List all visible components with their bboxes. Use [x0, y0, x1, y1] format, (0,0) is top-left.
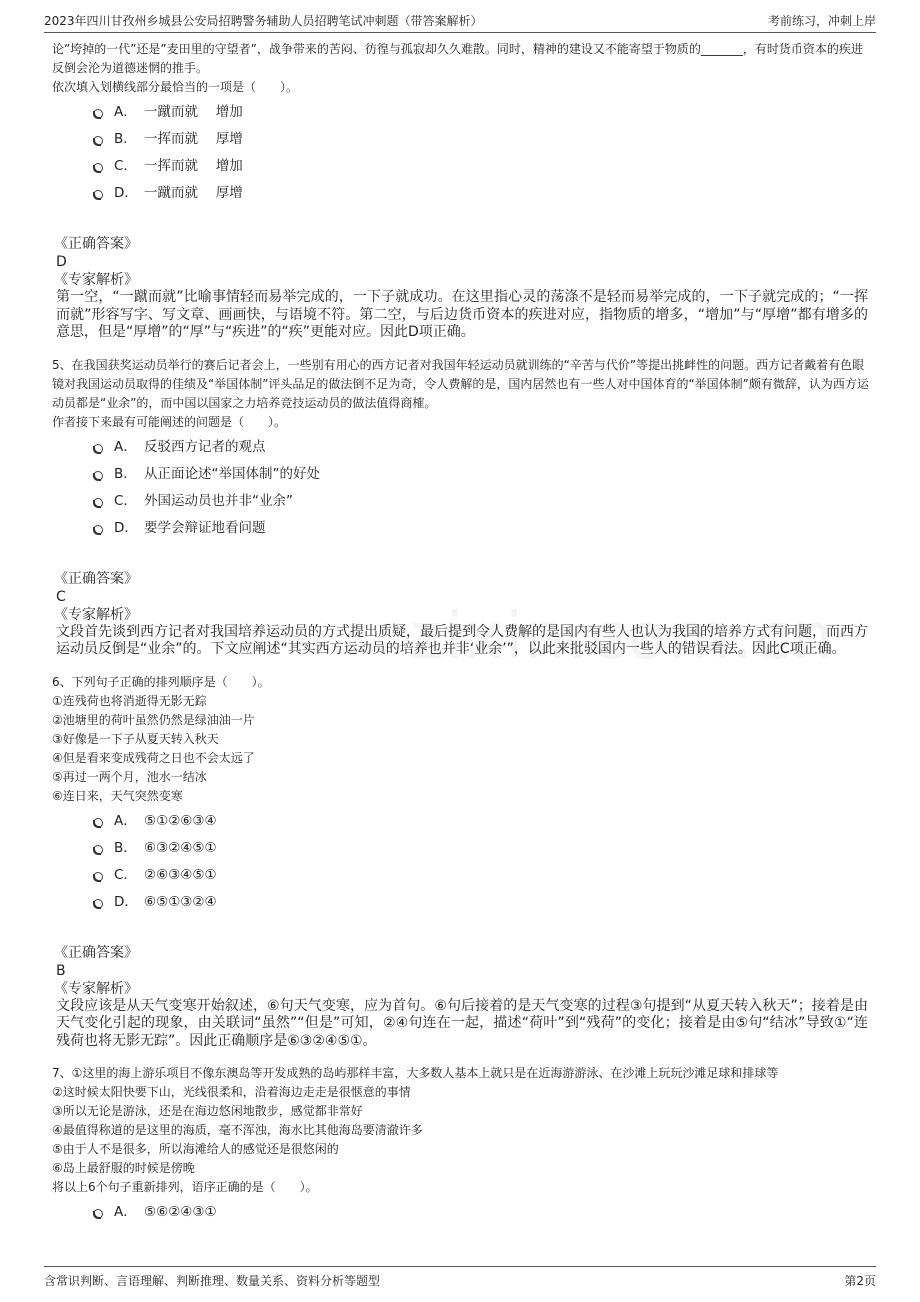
options-list — [52, 434, 872, 542]
analysis-text: 第一空，“一蹴而就”比喻事情轻而易举完成的，一下子就成功。在这里指心灵的荡涤不是轻而易举完成的，一下子就完成的；“一挥而就”形容写字、写文章、画画快，与语境不符。第二空，与后边货币资本的疾进对应，指物质的增多，“增加”与“厚增”都有增多的意思，但是“厚增”的“厚”与“疾进”的“疾”更能对应。因此D项正确。 — [56, 289, 868, 340]
analysis-label: 《专家解析》 — [54, 272, 138, 288]
options-list — [52, 808, 872, 916]
answer-value: C — [56, 588, 66, 605]
answer-value: D — [56, 254, 67, 270]
page-header — [44, 10, 876, 33]
header-slogan: 考前练习，冲刺上岸 — [767, 14, 876, 28]
footer-note: 含常识判断、言语理解、判断推理、数量关系、资料分析等题型 — [44, 1274, 381, 1288]
analysis-label: 《专家解析》 — [54, 606, 138, 623]
radio-icon[interactable] — [93, 163, 103, 173]
question-stem: 论”垮掉的一代”还是”麦田里的守望者”，战争带来的苦闷、彷徨与孤寂却久久难散。同时，精神的建设又不能寄望于物质的_______，有时货币资本的疾进反倒会沦为道德迷惘的推手。 — [52, 42, 863, 75]
radio-icon[interactable] — [93, 190, 103, 200]
radio-icon[interactable] — [93, 872, 103, 882]
analysis-text: 文段应该是从天气变寒开始叙述，⑥句天气变寒，应为首句。⑥句后接着的是天气变寒的过程③句提到“从夏天转入秋天”；接着是由天气变化引起的现象，由关联词“虽然”“但是”可知，②④句连在一起，描述“荷叶”到“残荷”的变化；接着是由⑤句“结冰”导致①“连残荷也将无影无踪”。因此正确顺序是⑥③②④⑤①。 — [56, 997, 868, 1049]
question-stem: 7、①这里的海上游乐项目不像东澳岛等开发成熟的岛屿那样丰富，大多数人基本上就只是在近海游游泳、在沙滩上玩玩沙滩足球和排球等 — [52, 1066, 779, 1080]
radio-icon[interactable] — [93, 818, 103, 828]
question-prompt: 依次填入划横线部分最恰当的一项是（ ）。 — [52, 80, 299, 94]
option-d[interactable]: D． 要学会辩证地看问题 — [52, 515, 872, 542]
question-6 — [52, 673, 872, 806]
sentence-6: ⑥连日来，天气突然变寒 — [52, 788, 183, 803]
radio-icon[interactable] — [93, 109, 103, 119]
radio-icon[interactable] — [93, 136, 103, 146]
question-prompt: 作者接下来最有可能阐述的问题是（ ）。 — [52, 414, 287, 429]
sentence-4: ④但是看来变成残荷之日也不会太远了 — [52, 750, 255, 765]
answer-label: 《正确答案》 — [54, 236, 138, 252]
option-c[interactable]: C． ②⑥③④⑤① — [52, 862, 872, 889]
question-5 — [52, 356, 872, 432]
sentence-5: ⑤再过一两个月，池水一结冰 — [52, 769, 207, 784]
sentence-2: ②池塘里的荷叶虽然仍然是绿油油一片 — [52, 712, 255, 727]
radio-icon[interactable] — [93, 471, 103, 481]
answer-label: 《正确答案》 — [54, 570, 138, 587]
option-c[interactable]: C． 一挥而就 增加 — [52, 153, 872, 180]
document-title: 2023年四川甘孜州乡城县公安局招聘警务辅助人员招聘笔试冲刺题（带答案解析） — [44, 14, 483, 28]
radio-icon[interactable] — [93, 525, 103, 535]
question-stem: 5、在我国获奖运动员举行的赛后记者会上，一些别有用心的西方记者对我国年轻运动员就训练的“辛苦与代价”等提出挑衅性的问题。西方记者戴着有色眼镜对我国运动员取得的佳绩及“举国体制”评头品足的做法倒不足为奇，令人费解的是，国内居然也有一些人对中国体育的“举国体制”颇有微辞，认为西方运动员都是“业余”的，而中国以国家之力培养竞技运动员的做法值得商榷。 — [52, 357, 869, 410]
sentence-3: ③所以无论是游泳，还是在海边悠闲地散步，感觉都非常好 — [52, 1104, 363, 1118]
question-stem: 6、下列句子正确的排列顺序是（ ）。 — [52, 674, 270, 689]
answer-label: 《正确答案》 — [54, 944, 138, 961]
answer-value: B — [56, 962, 66, 979]
option-a[interactable]: A． ⑤⑥②④③① — [52, 1199, 872, 1226]
option-d[interactable]: D． 一蹴而就 厚增 — [52, 180, 872, 207]
sentence-6: ⑥岛上最舒服的时候是傍晚 — [52, 1161, 195, 1175]
page-footer — [44, 1266, 876, 1291]
options-list — [52, 99, 872, 207]
question-prompt: 将以上6个句子重新排列，语序正确的是（ ）。 — [52, 1180, 318, 1194]
radio-icon[interactable] — [93, 845, 103, 855]
radio-icon[interactable] — [93, 498, 103, 508]
sentence-5: ⑤由于人不是很多，所以海滩给人的感觉还是很悠闲的 — [52, 1142, 339, 1156]
sentence-1: ①连残荷也将消逝得无影无踪 — [52, 693, 207, 708]
radio-icon[interactable] — [93, 1209, 103, 1219]
option-b[interactable]: B． 一挥而就 厚增 — [52, 126, 872, 153]
sentence-3: ③好像是一下子从夏天转入秋天 — [52, 731, 219, 746]
question-7 — [52, 1064, 872, 1197]
option-a[interactable]: A． ⑤①②⑥③④ — [52, 808, 872, 835]
page-number: 第2页 — [844, 1274, 876, 1288]
answer-block — [52, 235, 872, 342]
option-b[interactable]: B． ⑥③②④⑤① — [52, 835, 872, 862]
option-a[interactable]: A． 反驳西方记者的观点 — [52, 434, 872, 461]
analysis-label: 《专家解析》 — [54, 980, 138, 997]
radio-icon[interactable] — [93, 899, 103, 909]
options-list — [52, 1199, 872, 1226]
option-b[interactable]: B． 从正面论述“举国体制”的好处 — [52, 461, 872, 488]
analysis-text: 文段首先谈到西方记者对我国培养运动员的方式提出质疑，最后提到令人费解的是国内有些人也认为我国的培养方式有问题，而西方运动员反倒是“业余”的。下文应阐述“其实西方运动员的培养也并非‘业余’”，以此来批驳国内一些人的错误看法。因此C项正确。 — [56, 623, 868, 657]
option-a[interactable]: A． 一蹴而就 增加 — [52, 99, 872, 126]
answer-block — [52, 944, 872, 1051]
sentence-2: ②这时候太阳快要下山，光线很柔和，沿着海边走走是很惬意的事情 — [52, 1085, 411, 1099]
option-d[interactable]: D． ⑥⑤①③②④ — [52, 889, 872, 916]
radio-icon[interactable] — [93, 444, 103, 454]
sentence-4: ④最值得称道的是这里的海质，毫不浑浊，海水比其他海岛要清澈许多 — [52, 1123, 423, 1137]
question-4 — [52, 40, 872, 97]
answer-block — [52, 570, 872, 659]
page-content — [52, 40, 872, 1226]
option-c[interactable]: C． 外国运动员也并非“业余” — [52, 488, 872, 515]
